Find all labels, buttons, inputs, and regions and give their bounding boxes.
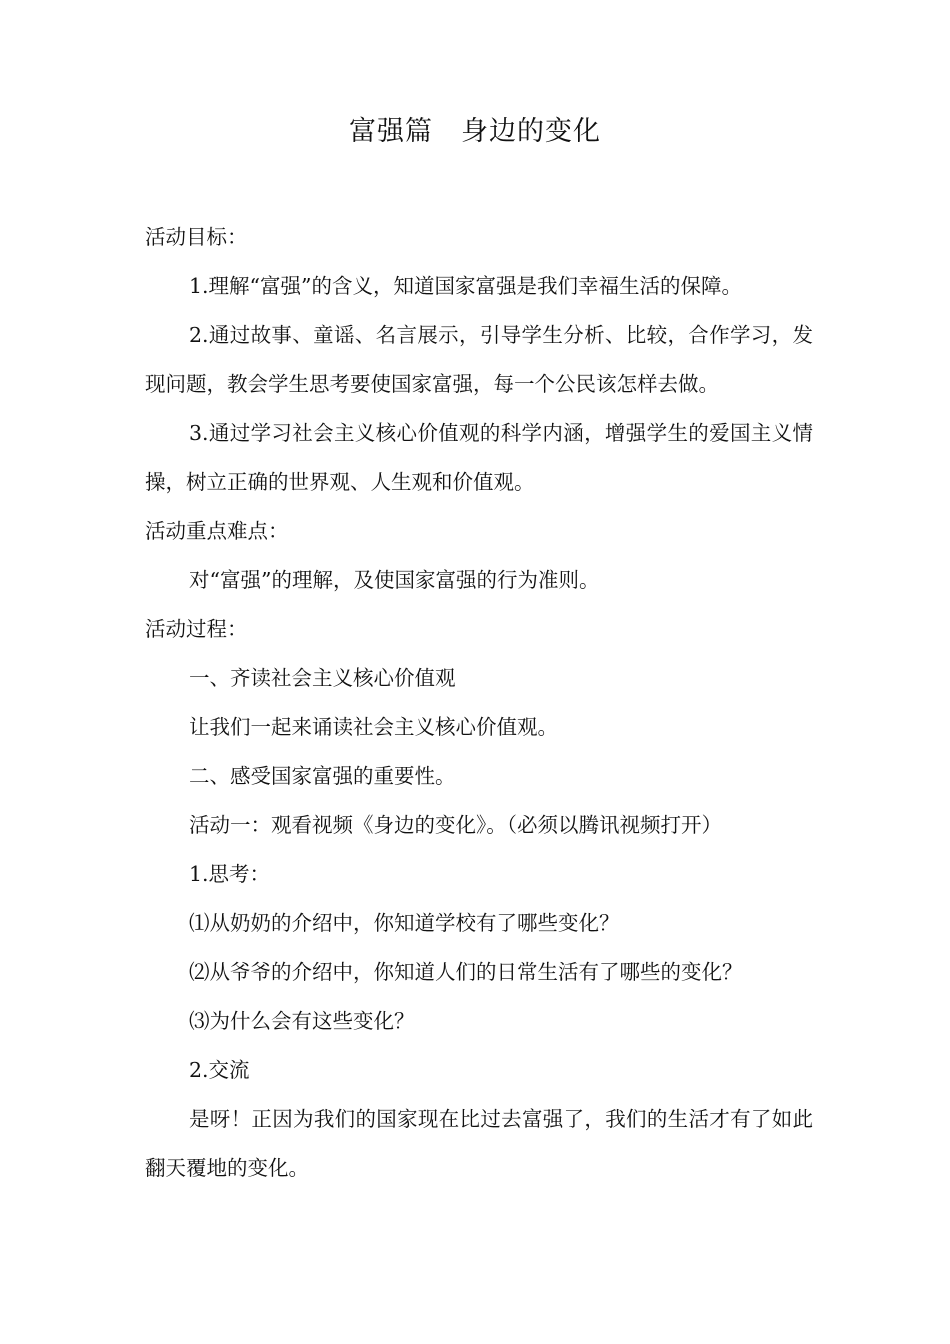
objective-item-1: 1.理解“富强”的含义，知道国家富强是我们幸福生活的保障。	[189, 274, 743, 298]
activity-one-text: 活动一：观看视频《身边的变化》。（必须以腾讯视频打开）	[189, 813, 722, 837]
objective-item-3: 3.通过学习社会主义核心价值观的科学内涵，增强学生的爱国主义情操，树立正确的世界观、人生观和价值观。	[145, 421, 813, 494]
exchange-heading: 2.交流	[189, 1058, 250, 1082]
process-step-1-heading: 一、齐读社会主义核心价值观	[189, 666, 456, 690]
question-1: ⑴从奶奶的介绍中，你知道学校有了哪些变化？	[189, 911, 620, 935]
section-heading-objectives: 活动目标：	[145, 225, 248, 249]
question-2: ⑵从爷爷的介绍中，你知道人们的日常生活有了哪些的变化？	[189, 960, 743, 984]
section-heading-key-points: 活动重点难点：	[145, 519, 289, 543]
question-3: ⑶为什么会有这些变化？	[189, 1009, 415, 1033]
key-points-text: 对“富强”的理解，及使国家富强的行为准则。	[189, 568, 600, 592]
section-heading-process: 活动过程：	[145, 617, 248, 641]
document-title: 富强篇 身边的变化	[349, 116, 601, 147]
closing-paragraph: 是呀！正因为我们的国家现在比过去富强了，我们的生活才有了如此翻天覆地的变化。	[145, 1107, 813, 1180]
objective-item-2: 2.通过故事、童谣、名言展示，引导学生分析、比较，合作学习，发现问题，教会学生思考要使国家富强，每一个公民该怎样去做。	[145, 323, 813, 396]
process-step-2-heading: 二、感受国家富强的重要性。	[189, 764, 456, 788]
document-body	[145, 213, 813, 1193]
process-step-1-text: 让我们一起来诵读社会主义核心价值观。	[189, 715, 558, 739]
think-heading: 1.思考：	[189, 862, 271, 886]
